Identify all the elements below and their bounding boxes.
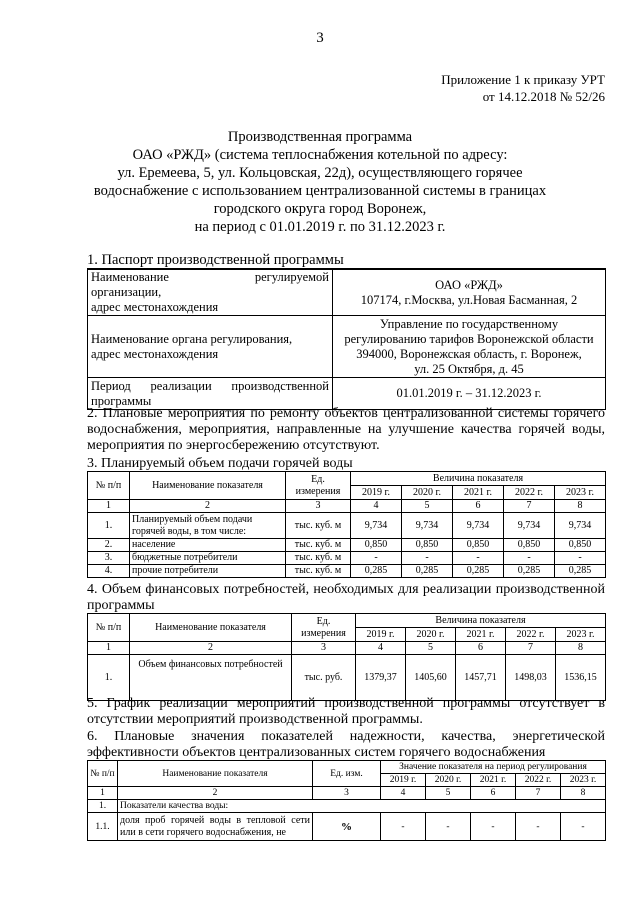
index-cell: 5	[426, 787, 471, 800]
col-name-header: Наименование показателя	[130, 614, 292, 642]
section-3-heading: 3. Планируемый объем подачи горячей воды	[87, 456, 353, 471]
row-value: -	[402, 552, 453, 565]
row-value: 0,850	[402, 539, 453, 552]
label-line: адрес местонахождения	[91, 300, 219, 314]
row-name: Показатели качества воды:	[118, 800, 606, 813]
quality-indicators-table	[87, 760, 606, 841]
title-line: водоснабжение с использованием централизованной системы в границах	[93, 183, 547, 199]
year-header: 2020 г.	[426, 774, 471, 787]
document-title	[60, 128, 580, 236]
row-name: бюджетные потребители	[130, 552, 286, 565]
passport-label	[88, 316, 333, 378]
title-line: ул. Еремеева, 5, ул. Кольцовская, 22д), осуществляющего горячее	[117, 165, 523, 181]
row-value: 1536,15	[556, 655, 606, 701]
passport-table	[87, 268, 606, 410]
value-line: регулированию тарифов Воронежской области	[344, 331, 594, 346]
table-row	[88, 565, 606, 578]
index-cell: 7	[506, 642, 556, 655]
year-header: 2022 г.	[516, 774, 561, 787]
row-value: 1379,37	[356, 655, 406, 701]
row-unit: тыс. куб. м	[286, 552, 351, 565]
row-name: прочие потребители	[130, 565, 286, 578]
index-cell: 4	[351, 500, 402, 513]
row-num: 1.	[88, 513, 130, 539]
title-line: ОАО «РЖД» (система теплоснабжения котельной по адресу:	[132, 147, 508, 163]
year-header: 2023 г.	[561, 774, 606, 787]
row-value: 0,285	[402, 565, 453, 578]
row-value: 0,285	[504, 565, 555, 578]
year-header: 2023 г.	[555, 486, 606, 500]
row-value: 1457,71	[456, 655, 506, 701]
row-value: 9,734	[504, 513, 555, 539]
row-value: 9,734	[351, 513, 402, 539]
row-num: 1.	[88, 655, 130, 701]
row-unit: %	[313, 813, 381, 841]
col-unit-header: Ед. измерения	[292, 614, 356, 642]
index-cell: 5	[402, 500, 453, 513]
col-unit-header: Ед. измерения	[286, 472, 351, 500]
index-cell: 7	[504, 500, 555, 513]
passport-value	[333, 269, 606, 316]
index-cell: 1	[88, 500, 130, 513]
row-value: 9,734	[453, 513, 504, 539]
index-row	[88, 787, 606, 800]
index-cell: 6	[456, 642, 506, 655]
row-value: -	[471, 813, 516, 841]
index-cell: 4	[356, 642, 406, 655]
financial-needs-table	[87, 613, 606, 701]
year-header: 2021 г.	[471, 774, 516, 787]
section-1-heading: 1. Паспорт производственной программы	[87, 252, 344, 268]
label-line: организации,	[91, 285, 162, 299]
row-value: -	[504, 552, 555, 565]
section-4-heading: 4. Объем финансовых потребностей, необходимых для реализации производственной программы	[87, 582, 605, 613]
year-header: 2019 г.	[356, 628, 406, 642]
index-cell: 2	[130, 642, 292, 655]
year-header: 2021 г.	[453, 486, 504, 500]
passport-row	[88, 378, 606, 410]
row-value: -	[351, 552, 402, 565]
row-value: 9,734	[555, 513, 606, 539]
section-5-text: 5. График реализации мероприятий производственной программы отсутствует в отсутствии мероприятий производственной программы.	[87, 696, 605, 727]
col-num-header: № п/п	[88, 472, 130, 500]
title-line: Производственная программа	[227, 129, 413, 145]
label-line: программы	[91, 393, 152, 408]
value-group-header: Значение показателя на период регулирования	[381, 761, 606, 774]
row-value: -	[516, 813, 561, 841]
row-value: 1498,03	[506, 655, 556, 701]
water-supply-table	[87, 471, 606, 578]
index-row	[88, 642, 606, 655]
col-name-header: Наименование показателя	[118, 761, 313, 787]
row-value: 0,285	[453, 565, 504, 578]
row-num: 2.	[88, 539, 130, 552]
index-cell: 8	[556, 642, 606, 655]
index-cell: 2	[130, 500, 286, 513]
row-value: 0,850	[453, 539, 504, 552]
value-group-header: Величина показателя	[356, 614, 606, 628]
row-num: 1.1.	[88, 813, 118, 841]
row-value: 0,850	[504, 539, 555, 552]
row-name: население	[130, 539, 286, 552]
index-cell: 4	[381, 787, 426, 800]
index-cell: 1	[88, 642, 130, 655]
value-line: 394000, Воронежская область, г. Воронеж,	[356, 346, 582, 361]
section-6-heading: 6. Плановые значения показателей надежности, качества, энергетической эффективности объектов централизованных систем горячего водоснабжения	[87, 729, 605, 760]
passport-value: 01.01.2019 г. – 31.12.2023 г.	[333, 378, 606, 410]
year-header: 2019 г.	[351, 486, 402, 500]
title-line: на период с 01.01.2019 г. по 31.12.2023 г.	[194, 219, 446, 235]
passport-value	[333, 316, 606, 378]
row-num: 3.	[88, 552, 130, 565]
index-cell: 5	[406, 642, 456, 655]
year-header: 2021 г.	[456, 628, 506, 642]
index-cell: 3	[286, 500, 351, 513]
year-header: 2022 г.	[504, 486, 555, 500]
row-unit: тыс. куб. м	[286, 565, 351, 578]
row-unit: тыс. куб. м	[286, 539, 351, 552]
row-value: 1405,60	[406, 655, 456, 701]
value-line: ул. 25 Октября, д. 45	[414, 361, 524, 376]
appendix-reference	[441, 71, 605, 105]
index-cell: 6	[471, 787, 516, 800]
value-line: Управление по государственному	[379, 316, 559, 331]
index-cell: 1	[88, 787, 118, 800]
index-cell: 8	[561, 787, 606, 800]
col-num-header: № п/п	[88, 614, 130, 642]
row-num: 4.	[88, 565, 130, 578]
label-line: Период реализации производственной	[91, 378, 329, 393]
index-cell: 6	[453, 500, 504, 513]
passport-label	[88, 378, 333, 410]
col-unit-header: Ед. изм.	[313, 761, 381, 787]
index-row	[88, 500, 606, 513]
passport-row	[88, 316, 606, 378]
table-row	[88, 800, 606, 813]
value-line: 107174, г.Москва, ул.Новая Басманная, 2	[360, 292, 578, 307]
page-number: 3	[316, 30, 324, 46]
row-value: -	[561, 813, 606, 841]
row-unit: тыс. руб.	[292, 655, 356, 701]
row-value: -	[555, 552, 606, 565]
col-num-header: № п/п	[88, 761, 118, 787]
table-row	[88, 655, 606, 701]
row-num: 1.	[88, 800, 118, 813]
row-value: 0,850	[351, 539, 402, 552]
section-2-text: 2. Плановые мероприятия по ремонту объектов централизованной системы горячего водоснабжения, мероприятия, направленные на улучшение качества горячей воды, мероприятия по энергосбережению отсутствуют.	[87, 406, 605, 453]
index-cell: 3	[313, 787, 381, 800]
passport-label	[88, 269, 333, 316]
label-line: Наименование регулируемой	[91, 270, 329, 284]
index-cell: 2	[118, 787, 313, 800]
title-line: городского округа город Воронеж,	[213, 201, 427, 217]
label-line: Наименование органа регулирования,	[91, 331, 293, 346]
passport-row	[88, 269, 606, 316]
year-header: 2020 г.	[406, 628, 456, 642]
row-value: 9,734	[402, 513, 453, 539]
label-line: адрес местонахождения	[91, 346, 219, 361]
index-cell: 8	[555, 500, 606, 513]
table-row	[88, 513, 606, 539]
year-header: 2020 г.	[402, 486, 453, 500]
appendix-line-1: Приложение 1 к приказу УРТ	[441, 72, 605, 87]
row-value: -	[381, 813, 426, 841]
row-value: -	[453, 552, 504, 565]
value-group-header: Величина показателя	[351, 472, 606, 486]
year-header: 2019 г.	[381, 774, 426, 787]
index-cell: 3	[292, 642, 356, 655]
year-header: 2023 г.	[556, 628, 606, 642]
table-row	[88, 539, 606, 552]
table-row	[88, 813, 606, 841]
row-unit: тыс. куб. м	[286, 513, 351, 539]
row-name: Планируемый объем подачи горячей воды, в том числе:	[130, 513, 286, 539]
row-name: Объем финансовых потребностей	[130, 655, 292, 701]
row-name: доля проб горячей воды в тепловой сети или в сети горячего водоснабжения, не	[118, 813, 313, 841]
col-name-header: Наименование показателя	[130, 472, 286, 500]
value-line: ОАО «РЖД»	[435, 277, 503, 292]
table-row	[88, 552, 606, 565]
row-value: 0,850	[555, 539, 606, 552]
row-value: 0,285	[555, 565, 606, 578]
appendix-line-2: от 14.12.2018 № 52/26	[482, 89, 605, 104]
row-value: -	[426, 813, 471, 841]
row-value: 0,285	[351, 565, 402, 578]
year-header: 2022 г.	[506, 628, 556, 642]
index-cell: 7	[516, 787, 561, 800]
